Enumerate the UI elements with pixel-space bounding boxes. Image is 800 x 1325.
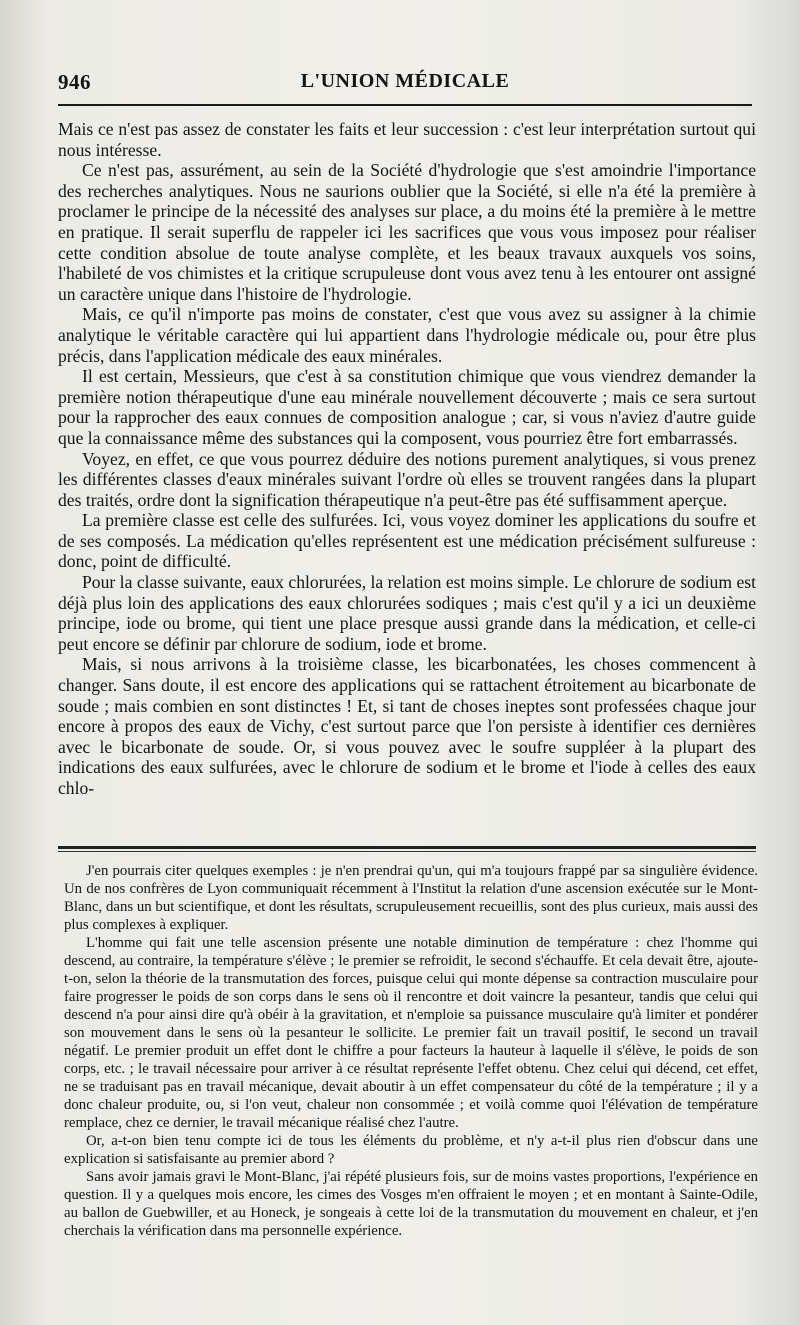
body-paragraph: Mais, si nous arrivons à la troisième classe, les bicarbonatées, les choses commencent à changer. Sans doute, il est encore des applications qui se rattachent étroitement au bicarbonate de soude ; mais combien en sont distinctes ! Et, si tant de choses ineptes sont professées chaque jour encore à propos des eaux de Vichy, c'est surtout parce que l'on persiste à identifier ces dernières avec le bicarbonate de soude. Or, si vous pouvez avec le soufre suppléer à la plupart des indications des eaux sulfurées, avec le chlorure de sodium et le brome et l'iode à celles des eaux chlo- [58, 654, 756, 798]
body-paragraph: Mais ce n'est pas assez de constater les faits et leur succession : c'est leur interprétation surtout qui nous intéresse. [58, 119, 756, 160]
footnote-paragraph: J'en pourrais citer quelques exemples : je n'en prendrai qu'un, qui m'a toujours frappé par sa singulière évidence. Un de nos confrères de Lyon communiquait récemment à l'Institut la relation d'une ascension exécutée sur le Mont-Blanc, dans un but scientifique, et dont les résultats, scrupuleusement recueillis, sont des plus curieux, mais aussi des plus complexes à expliquer. [64, 863, 758, 933]
body-paragraph: Ce n'est pas, assurément, au sein de la Société d'hydrologie que s'est amoindrie l'importance des recherches analytiques. Nous ne saurions oublier que la Société, si elle n'a été la première à proclamer le principe de la nécessité des analyses sur place, a du moins été la première à le mettre en pratique. Il serait superflu de rappeler ici les sacrifices que vous vous imposez pour réaliser cette condition absolue de toute analyse complète, et les beaux travaux auxquels vos soins, l'habileté de vos chimistes et la critique scrupuleuse dont vous avez tenu à les entourer ont assigné un caractère unique dans l'histoire de l'hydrologie. [58, 160, 756, 304]
main-text [58, 119, 756, 799]
page-number: 946 [58, 70, 91, 94]
running-title: L'UNION MÉDICALE [300, 70, 510, 92]
body-paragraph: Il est certain, Messieurs, que c'est à sa constitution chimique que vous viendrez demander la première notion thérapeutique d'une eau minérale nouvellement découverte ; mais ce sera surtout pour la rapprocher des eaux connues de composition analogue ; car, si vous n'aviez d'autre guide que la connaissance même des substances qui la composent, vous pourriez être fort embarrassés. [58, 366, 756, 448]
body-paragraph: Pour la classe suivante, eaux chlorurées, la relation est moins simple. Le chlorure de sodium est déjà plus loin des applications des eaux chlorurées sodiques ; mais c'est qu'il y a ici un deuxième principe, iode ou brome, qui tient une place presque aussi grande dans la médication, et celle-ci peut encore se définir par chlorure de sodium, iode et brome. [58, 572, 756, 654]
footnote-paragraph: Or, a-t-on bien tenu compte ici de tous les éléments du problème, et n'y a-t-il plus rien d'obscur dans une explication si satisfaisante au premier abord ? [64, 1133, 758, 1167]
footnote-divider [58, 846, 756, 849]
footnote-text [64, 862, 758, 1240]
footnote-paragraph: L'homme qui fait une telle ascension présente une notable diminution de température : chez l'homme qui descend, au contraire, la température s'élève ; le premier se refroidit, le second s'échauffe. Et cela devait être, ajoute-t-on, selon la théorie de la transmutation des forces, puisque celui qui monte dépense sa contraction musculaire pour faire progresser le poids de son corps dans le sens où il rencontre et doit vaincre la pesanteur, tandis que celui qui descend n'a pour ainsi dire qu'à obéir à la gravitation, et n'emploie sa puissance musculaire qu'à limiter et pondérer son mouvement dans le sens où la pesanteur le sollicite. Le premier fait un travail positif, le second un travail négatif. Le premier produit un effet dont le chiffre a pour facteurs la hauteur à laquelle il s'élève, le poids de son corps, etc. ; le travail nécessaire pour arriver à ce résultat représente l'effet obtenu. Chez celui qui décend, cet effet, ne se traduisant pas en travail mécanique, devait aboutir à un effet compensateur du côté de la température ; il y a donc chaleur produite, ou, si l'on veut, chaleur non consommée ; et voilà comme quoi l'élévation de température remplace, chez ce dernier, le travail mécanique réalisé chez l'autre. [64, 935, 758, 1131]
body-paragraph: Mais, ce qu'il n'importe pas moins de constater, c'est que vous avez su assigner à la chimie analytique le véritable caractère qui lui appartient dans l'hydrologie médicale ou, pour être plus précis, dans l'application médicale des eaux minérales. [58, 304, 756, 366]
page-header [58, 70, 752, 98]
header-rule [58, 104, 752, 106]
footnote-paragraph: Sans avoir jamais gravi le Mont-Blanc, j'ai répété plusieurs fois, sur de moins vastes proportions, l'expérience en question. Il y a quelques mois encore, les cimes des Vosges m'en offraient le moyen ; et en montant à Sainte-Odile, au ballon de Guebwiller, et au Honeck, je songeais à cette loi de la transmutation du mouvement en chaleur, et j'en cherchais la vérification dans ma personnelle expérience. [64, 1169, 758, 1239]
body-paragraph: Voyez, en effet, ce que vous pourrez déduire des notions purement analytiques, si vous prenez les différentes classes d'eaux minérales suivant l'ordre où elles se trouvent rangées dans la plupart des traités, ordre dont la signification thérapeutique n'a peut-être pas été suffisamment aperçue. [58, 448, 756, 510]
body-paragraph: La première classe est celle des sulfurées. Ici, vous voyez dominer les applications du soufre et de ses composés. La médication qu'elles représentent est une médication précisément sulfureuse : donc, point de difficulté. [58, 510, 756, 572]
footnote-divider-thin [58, 851, 756, 852]
